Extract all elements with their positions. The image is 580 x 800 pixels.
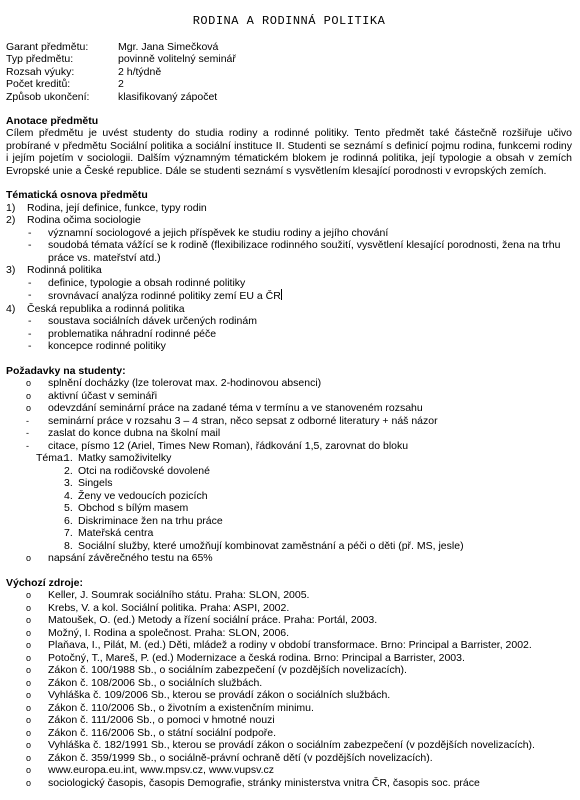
topic-number: 4. [64, 489, 73, 502]
topic-number: 2. [64, 464, 73, 477]
info-value: povinně volitelný seminář [118, 53, 236, 66]
requirements-heading: Požadavky na studenty: [6, 364, 126, 377]
bullet-marker: o [26, 390, 32, 401]
source-text: Keller, J. Soumrak sociálního státu. Praha: SLON, 2005. [48, 589, 310, 602]
topic-number: 7. [64, 527, 73, 540]
source-item [6, 627, 572, 640]
bullet-marker: o [26, 590, 32, 601]
topic-number: 6. [64, 514, 73, 527]
requirement-item [6, 415, 572, 428]
outline-item-number: 1) [6, 201, 16, 214]
source-item [6, 689, 572, 702]
source-item [6, 702, 572, 715]
bullet-marker: o [26, 652, 32, 663]
bullet-marker: o [26, 553, 32, 564]
bullet-marker: o [26, 752, 32, 763]
outline-item [6, 303, 572, 316]
source-text: Vyhláška č. 182/1991 Sb., kterou se provádí zákon o sociálním zabezpečení (v pozdějších novelizacích). [48, 739, 535, 752]
outline-item-number: 2) [6, 214, 16, 227]
info-row [6, 53, 572, 65]
source-item [6, 764, 572, 777]
outline-subitem-text: soustava sociálních dávek určených rodinám [48, 315, 257, 328]
topic-number: 1. [64, 452, 73, 465]
info-value: 2 h/týdně [118, 65, 162, 78]
source-item [6, 727, 572, 740]
outline-subitem [6, 315, 572, 328]
text-cursor [281, 289, 282, 300]
document-page [6, 0, 572, 789]
source-text: Zákon č. 100/1988 Sb., o sociálním zabezpečení (v pozdějších novelizacích). [48, 664, 407, 677]
source-item [6, 652, 572, 665]
outline-subitem-text: soudobá témata vážící se k rodině (flexibilizace rodinného soužití, vysvětlení klesající porodnosti, žena na trhu práce vs. mateřství atd.) [48, 239, 561, 264]
source-text: Možný, I. Rodina a společnost. Praha: SLON, 2006. [48, 626, 290, 639]
source-text: sociologický časopis, časopis Demografie, stránky ministerstva vnitra ČR, časopis soc. práce [48, 776, 480, 789]
requirements-list [6, 377, 572, 565]
outline-item-label: Česká republika a rodinná politika [27, 302, 185, 315]
source-text: Matoušek, O. (ed.) Metody a řízení sociální práce. Praha: Portál, 2003. [48, 614, 378, 627]
source-text: Krebs, V. a kol. Sociální politika. Praha: ASPI, 2002. [48, 601, 290, 614]
outline-subitem-text: srovnávací analýza rodinné politiky zemí EU a ČR [48, 290, 281, 303]
requirement-text: zaslat do konce dubna na školní mail [48, 427, 221, 440]
outline-subitem-text: definice, typologie a obsah rodinné politiky [48, 276, 246, 289]
bullet-marker: o [26, 378, 32, 389]
source-item [6, 752, 572, 765]
bullet-marker: o [26, 765, 32, 776]
source-item [6, 664, 572, 677]
requirement-item [6, 427, 572, 440]
bullet-marker: o [26, 627, 32, 638]
info-row [6, 41, 572, 53]
outline-list [6, 202, 572, 353]
info-row [6, 78, 572, 90]
source-item [6, 677, 572, 690]
dash-marker: - [28, 276, 32, 289]
requirement-item [6, 390, 572, 403]
source-text: Zákon č. 116/2006 Sb., o státní sociální podpoře. [48, 726, 277, 739]
outline-item [6, 214, 572, 227]
topics-label: Téma: [36, 452, 66, 465]
document-title: RODINA A RODINNÁ POLITIKA [192, 14, 386, 28]
outline-item-number: 3) [6, 264, 16, 277]
outline-item-label: Rodina, její definice, funkce, typy rodin [27, 201, 207, 214]
requirement-text: citace, písmo 12 (Ariel, Times New Roman), řádkování 1,5, zarovnat do bloku [48, 439, 409, 452]
dash-marker: - [28, 289, 32, 302]
source-text: Zákon č. 108/2006 Sb., o sociálních službách. [48, 676, 263, 689]
outline-subitem [6, 277, 572, 290]
requirement-text: aktivní účast v semináři [48, 389, 158, 402]
annotation-heading: Anotace předmětu [6, 114, 99, 127]
source-text: Zákon č. 110/2006 Sb., o životním a existenčním minimu. [48, 701, 314, 714]
bullet-marker: o [26, 715, 32, 726]
topic-item [6, 477, 572, 490]
source-text: Zákon č. 111/2006 Sb., o pomoci v hmotné nouzi [48, 714, 275, 727]
source-text: Potočný, T., Mareš, P. (ed.) Modernizace a česká rodina. Brno: Principal a Barrister, 2003. [48, 651, 465, 664]
topic-text: Ženy ve vedoucích pozicích [78, 489, 208, 502]
dash-marker: - [26, 440, 29, 451]
requirement-item [6, 440, 572, 453]
topic-item [6, 490, 572, 503]
sources-heading: Výchozí zdroje: [6, 576, 84, 589]
outline-item-label: Rodinná politika [27, 264, 102, 277]
requirement-text: seminární práce v rozsahu 3 – 4 stran, něco sepsat z odborné literatury + náš názor [48, 414, 438, 427]
topic-item [6, 515, 572, 528]
outline-subitem-text: významní sociologové a jejich příspěvek ke studiu rodiny a jejího chování [48, 226, 389, 239]
info-value: 2 [118, 78, 124, 91]
source-text: www.europa.eu.int, www.mpsv.cz, www.vupsv.cz [48, 764, 275, 777]
topic-text: Diskriminace žen na trhu práce [78, 514, 223, 527]
requirement-item [6, 402, 572, 415]
bullet-marker: o [26, 665, 32, 676]
course-info-table [6, 41, 572, 103]
requirement-text: odevzdání seminární práce na zadané téma v termínu a ve stanoveném rozsahu [48, 402, 423, 415]
dash-marker: - [28, 239, 32, 252]
topic-text: Otci na rodičovské dovolené [78, 464, 210, 477]
dash-marker: - [28, 315, 32, 328]
info-value: Mgr. Jana Simečková [118, 41, 219, 53]
dash-marker: - [26, 428, 29, 439]
bullet-marker: o [26, 727, 32, 738]
outline-item [6, 264, 572, 277]
requirement-item [6, 552, 572, 565]
source-item [6, 614, 572, 627]
topic-number: 3. [64, 477, 73, 490]
source-item [6, 639, 572, 652]
topics-row [6, 452, 572, 465]
sources-list [6, 589, 572, 789]
topic-text: Matky samoživitelky [78, 452, 172, 465]
outline-subitem [6, 340, 572, 353]
topic-item [6, 540, 572, 553]
source-item [6, 739, 572, 752]
topic-item [6, 502, 572, 515]
info-label: Typ předmětu: [6, 53, 74, 66]
outline-subitem [6, 239, 572, 264]
source-item [6, 602, 572, 615]
topic-item [6, 465, 572, 478]
topic-text: Sociální služby, které umožňují kombinovat zaměstnání a péči o děti (př. MS, jesle) [78, 539, 464, 552]
outline-subitem [6, 328, 572, 341]
source-item [6, 589, 572, 602]
topic-text: Obchod s bílým masem [78, 502, 189, 515]
info-row [6, 91, 572, 103]
source-item [6, 714, 572, 727]
source-item [6, 777, 572, 790]
dash-marker: - [26, 415, 29, 426]
bullet-marker: o [26, 602, 32, 613]
outline-heading: Tématická osnova předmětu [6, 189, 148, 202]
dash-marker: - [28, 327, 32, 340]
outline-item [6, 202, 572, 215]
topic-text: Mateřská centra [78, 527, 154, 540]
topic-number: 5. [64, 502, 73, 515]
bullet-marker: o [26, 615, 32, 626]
outline-subitem-text: koncepce rodinné politiky [48, 340, 166, 353]
requirement-text: napsání závěrečného testu na 65% [48, 552, 213, 565]
info-row [6, 66, 572, 78]
bullet-marker: o [26, 403, 32, 414]
source-text: Plaňava, I., Pilát, M. (ed.) Děti, mládež a rodiny v období transformace. Brno: Principal a Barrister, 2002. [48, 639, 532, 652]
outline-subitem-text: problematika náhradní rodinné péče [48, 327, 217, 340]
topic-item [6, 527, 572, 540]
info-label: Způsob ukončení: [6, 90, 90, 103]
topic-text: Singels [78, 477, 113, 490]
info-label: Počet kreditů: [6, 78, 71, 91]
outline-item-label: Rodina očima sociologie [27, 214, 141, 227]
requirement-text: splnění docházky (lze tolerovat max. 2-hodinovou absenci) [48, 377, 322, 390]
dash-marker: - [28, 226, 32, 239]
source-text: Zákon č. 359/1999 Sb., o sociálně-právní ochraně dětí (v pozdějších novelizacích). [48, 751, 433, 764]
info-value: klasifikovaný zápočet [118, 90, 218, 103]
bullet-marker: o [26, 777, 32, 788]
info-label: Garant předmětu: [6, 41, 89, 53]
source-text: Vyhláška č. 109/2006 Sb., kterou se provádí zákon o sociálních službách. [48, 689, 391, 702]
bullet-marker: o [26, 702, 32, 713]
bullet-marker: o [26, 740, 32, 751]
requirement-item [6, 377, 572, 390]
outline-subitem [6, 289, 572, 303]
dash-marker: - [28, 340, 32, 353]
annotation-text: Cílem předmětu je uvést studenty do studia rodiny a rodinné politiky. Tento předmět také částečně rozšiřuje učivo probírané v předmětu Sociální politika a sociální instituce II. Studenti se seznámí s definicí pojmu rodina, funkcemi rodiny i jejím pojetím v sociologii. Dalším významným tématickém blokem je rodinná politika, její typologie a obsah v zemích Evropské unie a České republice. Dále se studenti seznámí s vysvětlením klesající porodnosti v evropských zemích. [6, 127, 572, 177]
outline-item-number: 4) [6, 302, 16, 315]
topic-number: 8. [64, 539, 73, 552]
bullet-marker: o [26, 690, 32, 701]
info-label: Rozsah výuky: [6, 65, 75, 78]
bullet-marker: o [26, 677, 32, 688]
bullet-marker: o [26, 640, 32, 651]
outline-subitem [6, 227, 572, 240]
